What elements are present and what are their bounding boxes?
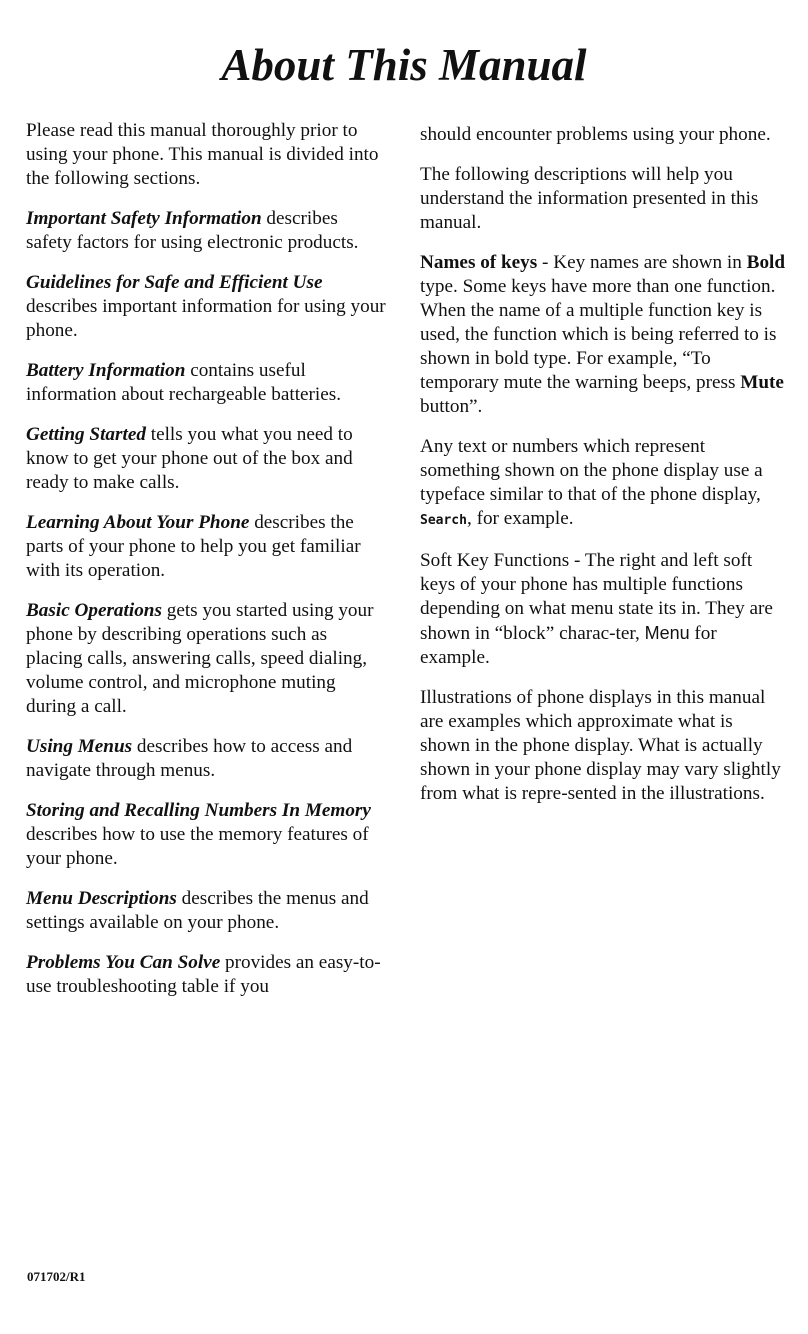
right-column	[420, 123, 786, 822]
section-title: Problems You Can Solve	[26, 952, 221, 973]
section-title: Important Safety Information	[26, 208, 262, 229]
section-title: Getting Started	[26, 424, 146, 445]
section-title: Guidelines for Safe and Efficient Use	[26, 272, 323, 293]
section-problems	[26, 951, 388, 999]
following-paragraph: The following descriptions will help you understand the information presented in this manual.	[420, 164, 759, 233]
text-span: button”.	[420, 396, 483, 417]
section-using-menus	[26, 735, 388, 783]
section-basic-operations	[26, 599, 388, 719]
bold-example: Bold	[746, 252, 786, 273]
section-text: describes how to access and navigate through menus.	[26, 736, 353, 781]
text-span: Soft Key Functions - The right and left soft keys of your phone has multiple functions depending on what menu state its in. They are shown in “block” charac-ter,	[420, 550, 773, 644]
section-battery	[26, 359, 388, 407]
section-text: tells you what you need to know to get your phone out of the box and ready to make calls.	[26, 424, 353, 493]
left-column	[26, 119, 388, 1015]
section-title: Battery Information	[26, 360, 186, 381]
text-span: for example.	[420, 623, 717, 668]
section-text: contains useful information about rechargeable batteries.	[26, 360, 342, 405]
names-of-keys-label: Names of keys	[420, 252, 538, 273]
display-typeface-paragraph	[420, 435, 786, 533]
document-code: 071702/R1	[27, 1269, 86, 1284]
section-title: Storing and Recalling Numbers In Memory	[26, 800, 371, 821]
display-sample: Search	[420, 513, 467, 528]
section-guidelines	[26, 271, 388, 343]
section-learning	[26, 511, 388, 583]
section-memory	[26, 799, 388, 871]
section-title: Using Menus	[26, 736, 133, 757]
section-text: describes important information for using your phone.	[26, 296, 386, 341]
section-text: describes safety factors for using electronic products.	[26, 208, 359, 253]
section-safety	[26, 207, 388, 255]
text-span: type. Some keys have more than one function. When the name of a multiple function key is used, the function which is being referred to is shown in bold type. For example, “To temporary mute the warning beeps, press	[420, 276, 777, 393]
section-text: describes the menus and settings available on your phone.	[26, 888, 369, 933]
section-title: Basic Operations	[26, 600, 162, 621]
text-span: - Key names are shown in	[537, 252, 747, 273]
intro-paragraph: Please read this manual thoroughly prior to using your phone. This manual is divided into the following sections.	[26, 120, 379, 189]
section-title: Learning About Your Phone	[26, 512, 250, 533]
text-span: , for example.	[466, 508, 574, 529]
soft-key-paragraph	[420, 549, 786, 670]
section-text: gets you started using your phone by describing operations such as placing calls, answering calls, speed dialing, volume control, and microphone muting during a call.	[26, 600, 374, 717]
block-sample: Menu	[644, 623, 690, 643]
names-of-keys-paragraph	[420, 251, 786, 419]
section-getting-started	[26, 423, 388, 495]
section-title: Menu Descriptions	[26, 888, 177, 909]
section-text: describes the parts of your phone to help you get familiar with its operation.	[26, 512, 361, 581]
section-text: provides an easy-to-use troubleshooting table if you	[26, 952, 381, 997]
page-title: About This Manual	[221, 40, 587, 90]
illustrations-paragraph: Illustrations of phone displays in this manual are examples which approximate what is shown in the phone display. What is actually shown in your phone display may vary slightly from what is repre-sented in the illustrations.	[420, 687, 781, 804]
mute-key-name: Mute	[740, 372, 784, 393]
continued-paragraph: should encounter problems using your phone.	[420, 124, 771, 145]
section-text: describes how to use the memory features of your phone.	[26, 824, 369, 869]
text-span: Any text or numbers which represent something shown on the phone display use a typeface similar to that of the phone display,	[420, 436, 763, 505]
section-menu-descriptions	[26, 887, 388, 935]
